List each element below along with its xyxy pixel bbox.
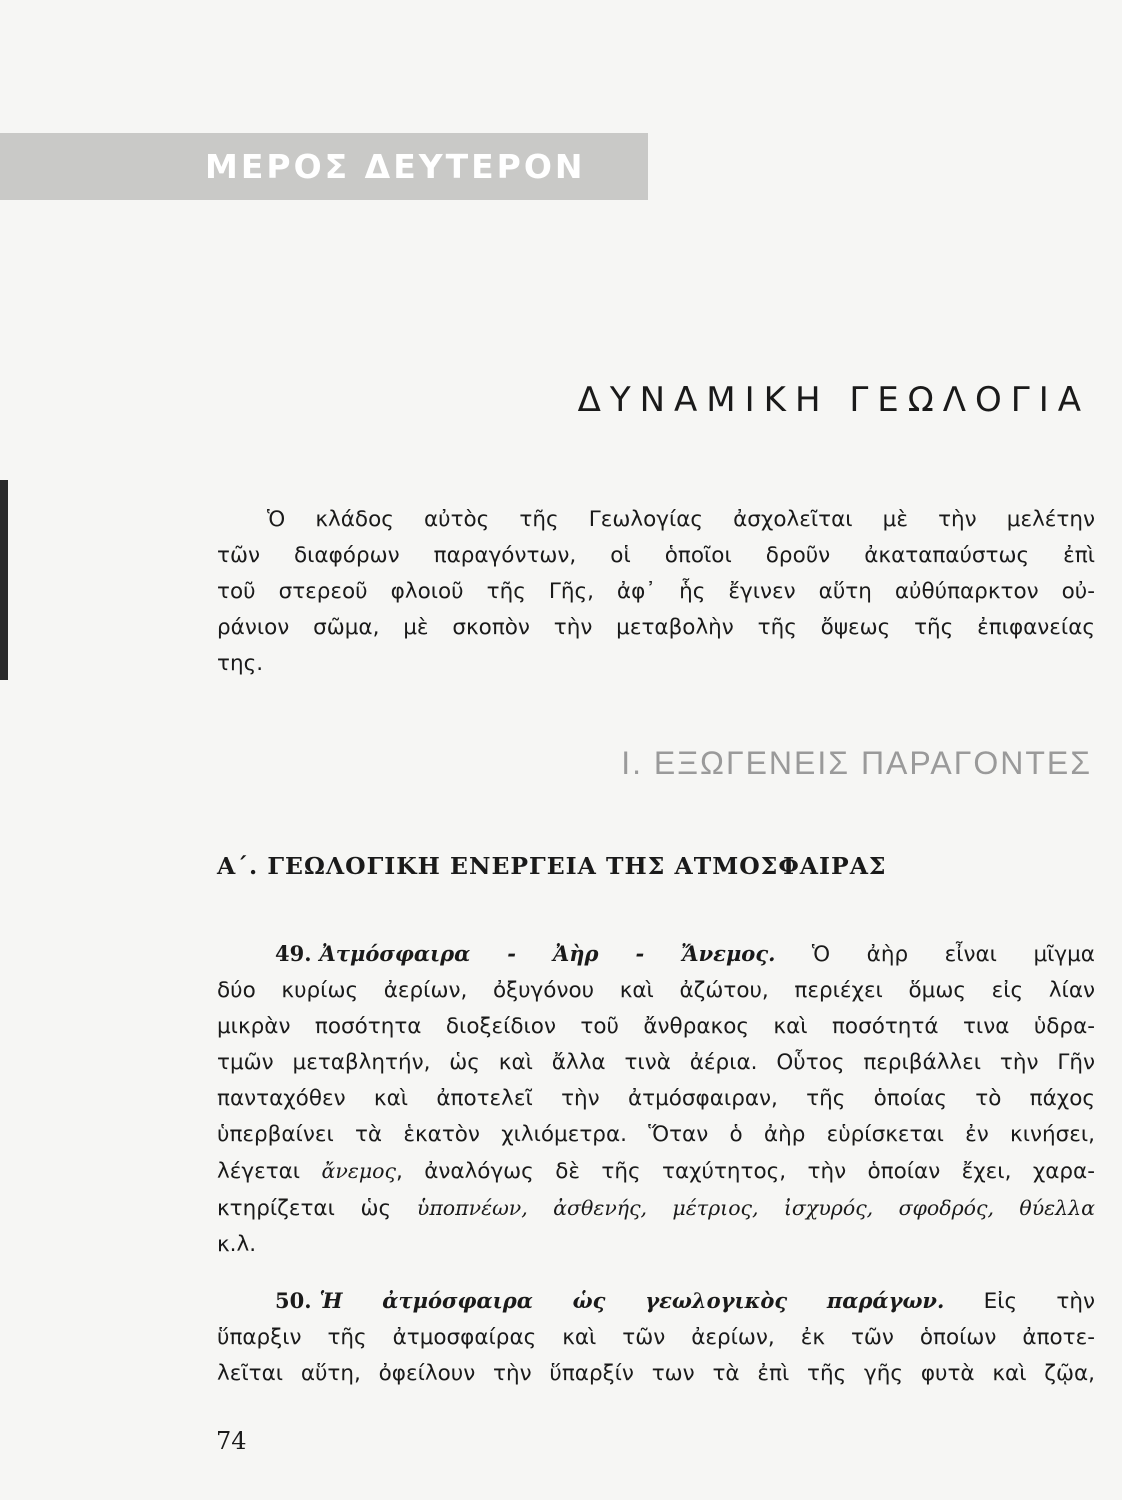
section-49-line: τμῶν μεταβλητήν, ὡς καὶ ἄλλα τινὰ ἀέρια. Οὗτος περιβάλλει τὴν Γῆν xyxy=(217,1050,1095,1075)
section-number: 50. xyxy=(275,1288,312,1313)
part-banner xyxy=(0,133,648,200)
intro-paragraph xyxy=(217,502,1095,682)
intro-line: τῶν διαφόρων παραγόντων, οἱ ὁποῖοι δροῦν ἀκαταπαύστως ἐπὶ xyxy=(217,543,1095,568)
section-49-line: ὑπερβαίνει τὰ ἑκατὸν χιλιόμετρα. Ὅταν ὁ ἀὴρ εὑρίσκεται ἐν κινήσει, xyxy=(217,1122,1095,1147)
section-50-line: λεῖται αὕτη, ὀφείλουν τὴν ὕπαρξίν των τὰ ἐπὶ τῆς γῆς φυτὰ καὶ ζῷα, xyxy=(217,1361,1095,1386)
page-number: 74 xyxy=(216,1427,247,1455)
section-49-line: πανταχόθεν καὶ ἀποτελεῖ τὴν ἀτμόσφαιραν, τῆς ὁποίας τὸ πάχος xyxy=(217,1086,1095,1111)
intro-line: της. xyxy=(217,651,264,676)
section-49-line: μικρὰν ποσότητα διοξείδιον τοῦ ἄνθρακος καὶ ποσότητά τινα ὑδρα- xyxy=(217,1014,1095,1039)
section-49-line: κ.λ. xyxy=(217,1232,257,1257)
section-title-inline: Ἀτμόσφαιρα - Ἀὴρ - Ἄνεμος. xyxy=(319,941,776,966)
italic-term: ἄνεμος xyxy=(321,1159,396,1183)
section-number: 49. xyxy=(275,941,312,966)
section-50 xyxy=(217,1283,1095,1392)
text-run: Εἰς τὴν xyxy=(983,1289,1095,1314)
text-run: , ἀναλόγως δὲ τῆς ταχύτητος, τὴν ὁποίαν ἔχει, χαρα- xyxy=(395,1159,1095,1184)
text-run: Ὁ ἀὴρ εἶναι μῖγμα xyxy=(811,942,1095,967)
scan-edge-shadow xyxy=(0,480,8,680)
section-49-line xyxy=(217,1153,1095,1190)
section-49 xyxy=(217,936,1095,1263)
text-run: κτηρίζεται ὡς xyxy=(217,1196,392,1221)
part-banner-label: ΜΕΡΟΣ ΔΕΥΤΕΡΟΝ xyxy=(205,147,586,186)
section-50-line xyxy=(217,1283,1095,1320)
section-49-line xyxy=(217,1190,1095,1227)
chapter-heading: I. ΕΞΩΓΕΝΕΙΣ ΠΑΡΑΓΟΝΤΕΣ xyxy=(621,745,1092,781)
section-title: ΔΥΝΑΜΙΚΗ ΓΕΩΛΟΓΙΑ xyxy=(577,380,1090,420)
sub-heading: Α΄. ΓΕΩΛΟΓΙΚΗ ΕΝΕΡΓΕΙΑ ΤΗΣ ΑΤΜΟΣΦΑΙΡΑΣ xyxy=(217,852,887,880)
section-49-line: δύο κυρίως ἀερίων, ὀξυγόνου καὶ ἀζώτου, περιέχει ὅμως εἰς λίαν xyxy=(217,978,1095,1003)
section-50-line: ὕπαρξιν τῆς ἀτμοσφαίρας καὶ τῶν ἀερίων, ἐκ τῶν ὁποίων ἀποτε- xyxy=(217,1325,1095,1350)
intro-line: Ὁ κλάδος αὐτὸς τῆς Γεωλογίας ἀσχολεῖται μὲ τὴν μελέτην xyxy=(267,507,1095,532)
text-run: λέγεται xyxy=(217,1159,301,1184)
section-title-inline: Ἡ ἀτμόσφαιρα ὡς γεωλογικὸς παράγων. xyxy=(319,1288,945,1313)
section-49-line xyxy=(217,936,1095,973)
intro-line: ράνιον σῶμα, μὲ σκοπὸν τὴν μεταβολὴν τῆς ὄψεως τῆς ἐπιφανείας xyxy=(217,615,1095,640)
italic-term: ὑποπνέων, ἀσθενής, μέτριος, ἰσχυρός, σφοδρός, θύελλα xyxy=(416,1196,1095,1220)
intro-line: τοῦ στερεοῦ φλοιοῦ τῆς Γῆς, ἀφ᾽ ἧς ἔγινεν αὕτη αὐθύπαρκτον οὐ- xyxy=(217,579,1095,604)
